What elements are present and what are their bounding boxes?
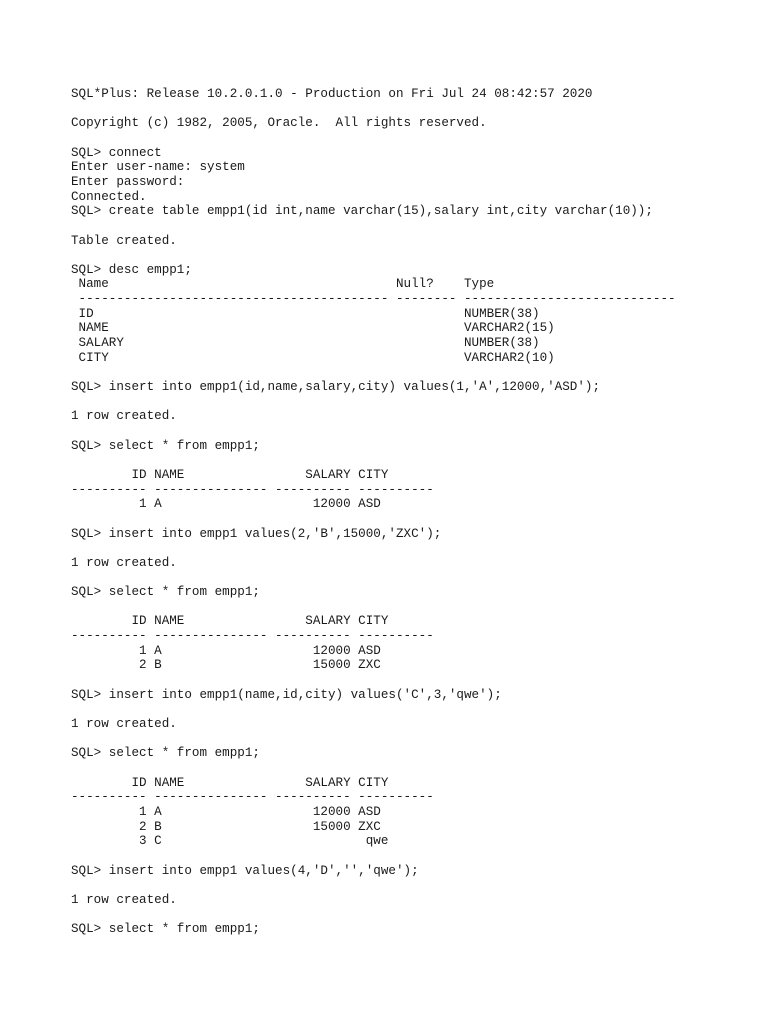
transcript-line: SQL> insert into empp1(id,name,salary,city) values(1,'A',12000,'ASD'); — [71, 380, 601, 395]
transcript-line: Name Null? Type — [71, 277, 495, 292]
transcript-line: SQL> insert into empp1 values(2,'B',15000,'ZXC'); — [71, 526, 442, 541]
transcript-line: SALARY NUMBER(38) — [71, 336, 540, 351]
transcript-line: Enter password: — [71, 174, 185, 189]
transcript-line: SQL> connect — [71, 145, 162, 160]
transcript-line: Enter user-name: system — [71, 160, 245, 175]
transcript-line — [71, 395, 761, 410]
transcript-line: 1 row created. — [71, 892, 177, 907]
transcript-line: Copyright (c) 1982, 2005, Oracle. All rights reserved. — [71, 116, 487, 131]
transcript-line — [71, 878, 761, 893]
transcript-line: Table created. — [71, 233, 177, 248]
transcript-line — [71, 600, 761, 615]
transcript-line: ---------- --------------- ---------- ---------- — [71, 629, 434, 644]
transcript-line: 3 C qwe — [71, 834, 389, 849]
transcript-line — [71, 219, 761, 234]
transcript-line: 1 A 12000 ASD — [71, 497, 381, 512]
transcript-line — [71, 102, 761, 117]
transcript-line: 1 A 12000 ASD — [71, 643, 381, 658]
transcript-line — [71, 248, 761, 263]
transcript-line: 1 row created. — [71, 409, 177, 424]
transcript-line: 1 A 12000 ASD — [71, 804, 381, 819]
transcript-line: SQL> insert into empp1(name,id,city) values('C',3,'qwe'); — [71, 687, 502, 702]
transcript-line: SQL> create table empp1(id int,name varchar(15),salary int,city varchar(10)); — [71, 204, 653, 219]
transcript-line: SQL*Plus: Release 10.2.0.1.0 - Production on Fri Jul 24 08:42:57 2020 — [71, 87, 593, 101]
transcript-line — [71, 365, 761, 380]
transcript-line: ---------- --------------- ---------- ---------- — [71, 482, 434, 497]
transcript-line: 2 B 15000 ZXC — [71, 658, 381, 673]
transcript-line — [71, 541, 761, 556]
transcript-line — [71, 673, 761, 688]
transcript-line: SQL> insert into empp1 values(4,'D','','qwe'); — [71, 863, 419, 878]
transcript-line: SQL> select * from empp1; — [71, 922, 260, 937]
transcript-line — [71, 907, 761, 922]
sqlplus-session-transcript — [71, 87, 761, 937]
transcript-line: ----------------------------------------- -------- ---------------------------- — [71, 292, 676, 307]
transcript-line: ---------- --------------- ---------- ---------- — [71, 790, 434, 805]
transcript-line: SQL> select * from empp1; — [71, 585, 260, 600]
transcript-line — [71, 131, 761, 146]
transcript-line: 1 row created. — [71, 555, 177, 570]
transcript-line: SQL> desc empp1; — [71, 262, 192, 277]
transcript-line: NAME VARCHAR2(15) — [71, 321, 555, 336]
transcript-line: ID NAME SALARY CITY — [71, 467, 389, 482]
transcript-line: ID NAME SALARY CITY — [71, 775, 389, 790]
transcript-line: CITY VARCHAR2(10) — [71, 350, 555, 365]
transcript-line — [71, 512, 761, 527]
transcript-line — [71, 702, 761, 717]
transcript-line — [71, 732, 761, 747]
transcript-line: SQL> select * from empp1; — [71, 438, 260, 453]
transcript-line — [71, 849, 761, 864]
transcript-line — [71, 424, 761, 439]
transcript-line: Connected. — [71, 189, 147, 204]
transcript-line — [71, 761, 761, 776]
transcript-line: ID NAME SALARY CITY — [71, 614, 389, 629]
transcript-line: SQL> select * from empp1; — [71, 746, 260, 761]
transcript-line — [71, 453, 761, 468]
transcript-line — [71, 571, 761, 586]
transcript-line: 2 B 15000 ZXC — [71, 819, 381, 834]
transcript-line: ID NUMBER(38) — [71, 306, 540, 321]
transcript-line: 1 row created. — [71, 717, 177, 731]
